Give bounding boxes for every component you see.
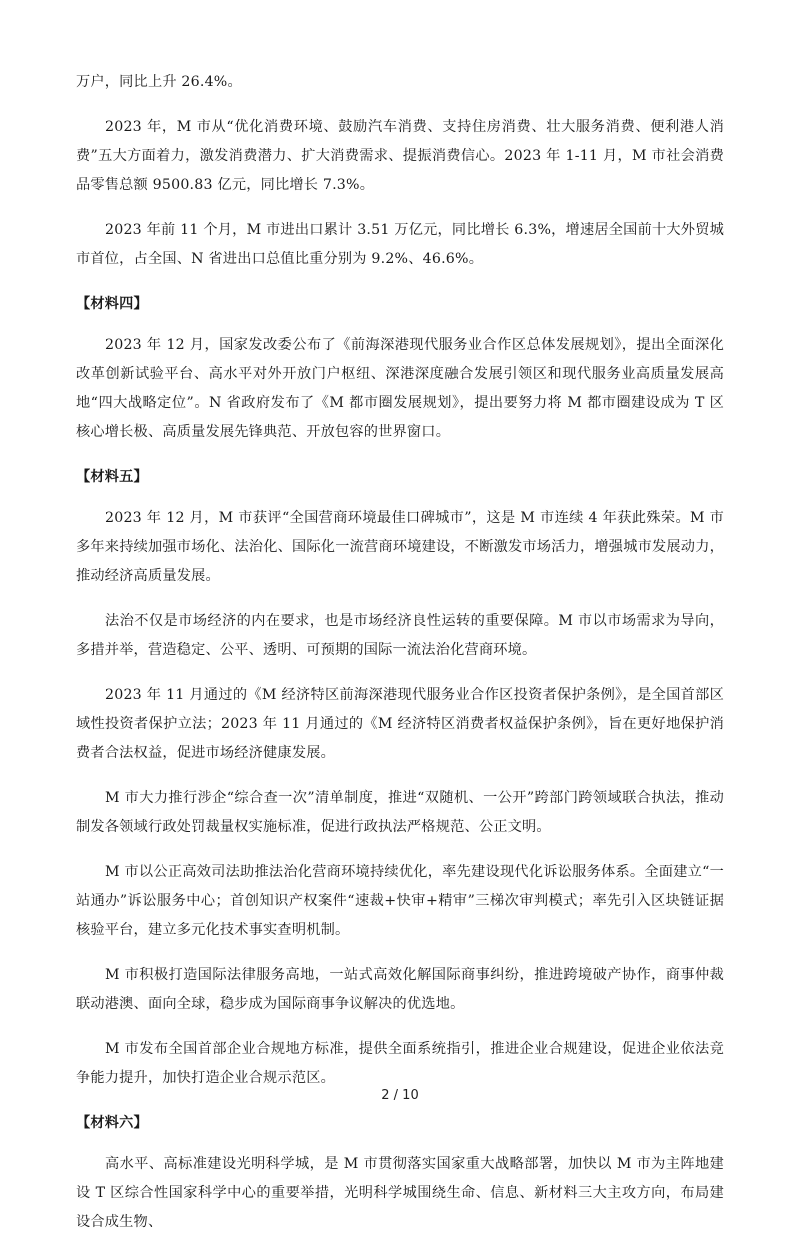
paragraph: 2023 年 12 月，M 市获评“全国营商环境最佳口碑城市”，这是 M 市连续 4 年获此殊荣。M 市多年来持续加强市场化、法治化、国际化一流营商环境建设，不断激发市场活力，增强城市发展动力，推动经济高质量发展。 <box>76 510 724 584</box>
section-heading-material4: 【材料四】 <box>76 296 148 312</box>
paragraph: 2023 年，M 市从“优化消费环境、鼓励汽车消费、支持住房消费、壮大服务消费、便利港人消费”五大方面着力，激发消费潜力、扩大消费需求、提振消费信心。2023 年 1-11 月，M 市社会消费品零售总额 9500.83 亿元，同比增长 7.3%。 <box>76 119 724 193</box>
paragraph: 2023 年 11 月通过的《M 经济特区前海深港现代服务业合作区投资者保护条例》，是全国首部区域性投资者保护立法；2023 年 11 月通过的《M 经济特区消费者权益保护条例》，旨在更好地保护消费者合法权益，促进市场经济健康发展。 <box>76 687 724 761</box>
paragraph: M 市大力推行涉企“综合查一次”清单制度，推进“双随机、一公开”跨部门跨领域联合执法，推动制发各领域行政处罚裁量权实施标准，促进行政执法严格规范、公正文明。 <box>76 790 724 835</box>
paragraph: 万户，同比上升 26.4%。 <box>76 74 242 90</box>
paragraph: 2023 年 12 月，国家发改委公布了《前海深港现代服务业合作区总体发展规划》，提出全面深化改革创新试验平台、高水平对外开放门户枢纽、深港深度融合发展引领区和现代服务业高质量发展高地“四大战略定位”。N 省政府发布了《M 都市圈发展规划》，提出要努力将 M 都市圈建设成为 T 区核心增长极、高质量发展先锋典范、开放包容的世界窗口。 <box>76 337 724 440</box>
section-heading-material5: 【材料五】 <box>76 469 148 485</box>
section-heading-material6: 【材料六】 <box>76 1115 148 1131</box>
paragraph: 高水平、高标准建设光明科学城，是 M 市贯彻落实国家重大战略部署，加快以 M 市为主阵地建设 T 区综合性国家科学中心的重要举措，光明科学城围绕生命、信息、新材料三大主攻方向，布局建设合成生物、 <box>76 1156 724 1230</box>
paragraph: M 市发布全国首部企业合规地方标准，提供全面系统指引，推进企业合规建设，促进企业依法竞争能力提升，加快打造企业合规示范区。 <box>76 1041 724 1086</box>
paragraph: M 市积极打造国际法律服务高地，一站式高效化解国际商事纠纷，推进跨境破产协作，商事仲裁联动港澳、面向全球，稳步成为国际商事争议解决的优选地。 <box>76 967 724 1012</box>
paragraph: 2023 年前 11 个月，M 市进出口累计 3.51 万亿元，同比增长 6.3%，增速居全国前十大外贸城市首位，占全国、N 省进出口总值比重分别为 9.2%、46.6%。 <box>76 222 724 267</box>
document-page <box>76 68 724 1253</box>
paragraph: 法治不仅是市场经济的内在要求，也是市场经济良性运转的重要保障。M 市以市场需求为导向，多措并举，营造稳定、公平、透明、可预期的国际一流法治化营商环境。 <box>76 613 724 658</box>
page-number: 2 / 10 <box>381 1088 419 1103</box>
paragraph: M 市以公正高效司法助推法治化营商环境持续优化，率先建设现代化诉讼服务体系。全面建立“一站通办”诉讼服务中心；首创知识产权案件“速裁+快审+精审”三梯次审判模式；率先引入区块链证据核验平台，建立多元化技术事实查明机制。 <box>76 864 724 938</box>
